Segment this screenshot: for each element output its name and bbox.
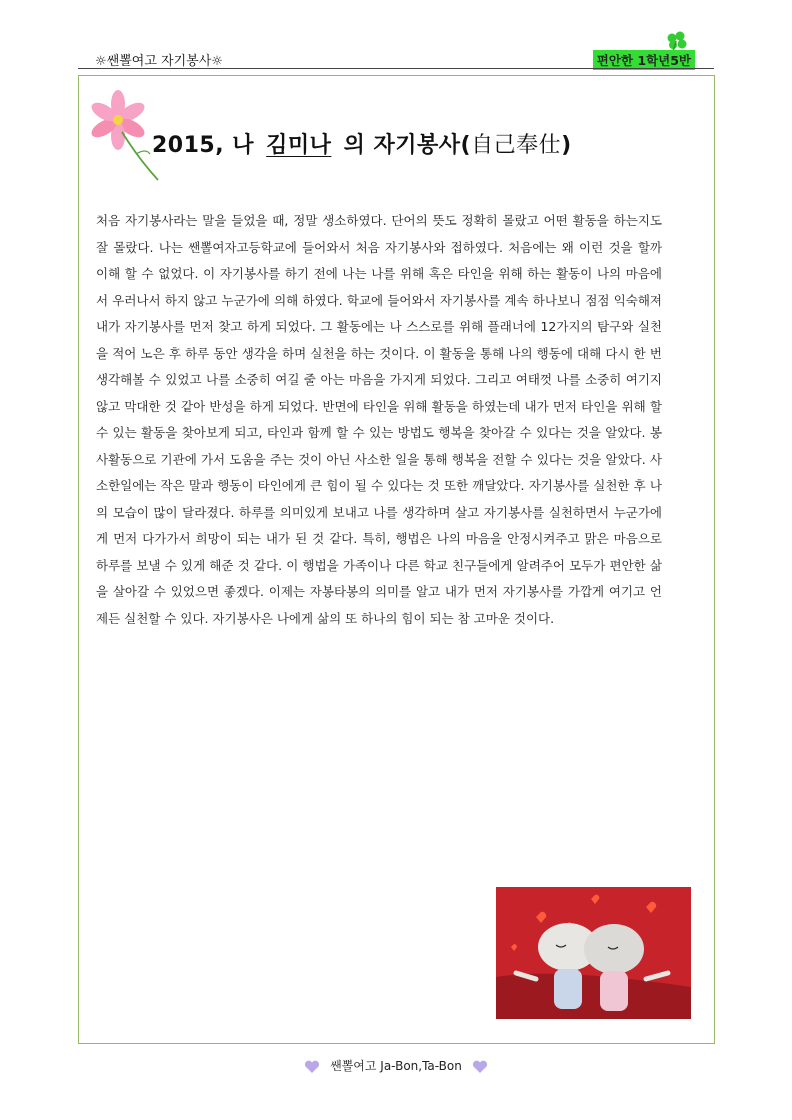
essay-body: 처음 자기봉사라는 말을 들었을 때, 정말 생소하였다. 단어의 뜻도 정확히 몰랐고 어떤 활동을 하는지도 잘 몰랐다. 나는 쌘뽈여자고등학교에 들어와서 처음 자기봉사와 접하였다. 처음에는 왜 이런 것을 할까 이해 할 수 없었다. 이 자기봉사를 하기 전에 나는 나를 위해 혹은 타인을 위해 하는 활동이 나의 마음에서 우러나서 하지 않고 누군가에 의해 하였다. 학교에 들어와서 자기봉사를 계속 하나보니 점점 익숙해져 내가 자기봉사를 먼저 찾고 하게 되었다. 그 활동에는 나 스스로를 위해 플래너에 12가지의 탐구와 실천을 적어 노은 후 하루 동안 생각을 하며 실천을 하는 것이다. 이 활동을 통해 나의 행동에 대해 다시 한 번 생각해볼 수 있었고 나를 소중히 여길 줄 아는 마음을 가지게 되었다. 그리고 여태껏 나를 소중히 여기지 않고 막대한 것 같아 반성을 하게 되었다. 반면에 타인을 위해 활동을 하였는데 내가 먼저 타인을 위해 할 수 있는 활동을 찾아보게 되고, 타인과 함께 할 수 있는 방법도 행복을 찾아갈 수 있다는 것을 알았다. 봉사활동으로 기관에 가서 도움을 주는 것이 아닌 사소한 일을 통해 행복을 전할 수 있다는 것을 알았다. 사소한일에는 작은 말과 행동이 타인에게 큰 힘이 될 수 있다는 것 또한 깨달았다. 자기봉사를 실천한 후 나의 모습이 많이 달라졌다. 하루를 의미있게 보내고 나를 생각하며 살고 자기봉사를 실천하면서 누군가에게 먼저 다가가서 희망이 되는 내가 된 것 같다. 특히, 행법은 나의 마음을 안정시켜주고 맑은 마음으로 하루를 보낼 수 있게 해준 것 같다. 이 행법을 가족이나 다른 학교 친구들에게 알려주어 모두가 편안한 삶을 살아갈 수 있었으면 좋겠다. 이제는 자봉타봉의 의미를 알고 내가 먼저 자기봉사를 가깝게 여기고 언제든 실천할 수 있다. 자기봉사은 나에게 삶의 또 하나의 힘이 되는 참 고마운 것이다. [96,213,662,626]
footer [0,1057,792,1074]
title-close: ) [561,133,572,158]
couple-hearts-illustration [496,887,691,1019]
page-title [152,128,572,159]
lavender-heart-icon [304,1060,320,1074]
lavender-heart-icon [472,1060,488,1074]
header-left-text: ☼쌘뽈여고 자기봉사☼ [95,54,223,69]
title-prefix: 2015, 나 [152,133,254,158]
title-name: 김미나 [266,133,332,158]
footer-text: 쌘뽈여고 Ja-Bon,Ta-Bon [330,1059,462,1073]
header-class-badge: 편안한 1학년5반 [593,50,695,70]
header-rule [78,68,714,69]
title-hanja: 自己奉仕 [471,133,562,158]
title-suffix: 의 자기봉사( [343,133,472,158]
